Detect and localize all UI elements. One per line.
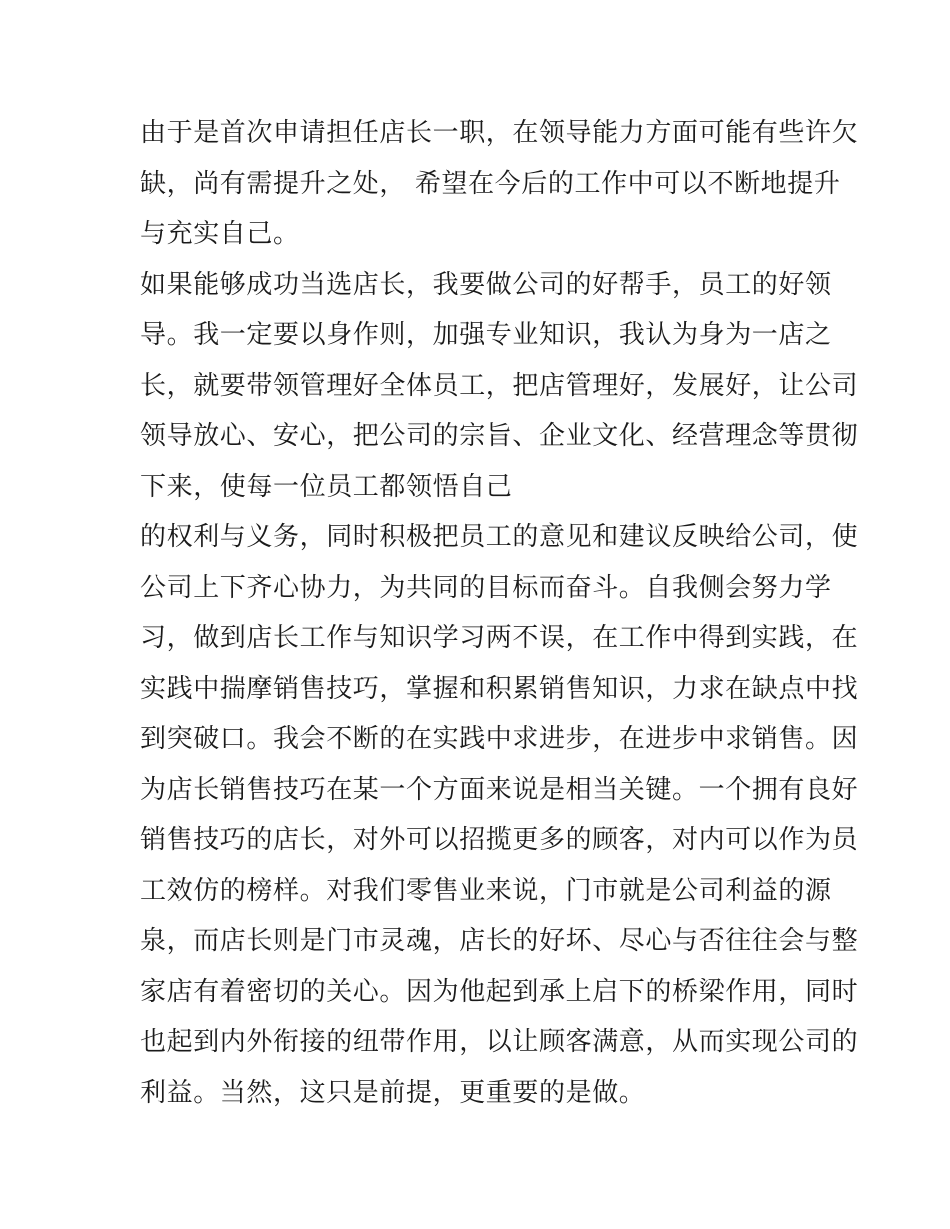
text-line: 销售技巧的店长，对外可以招揽更多的顾客，对内可以作为员 (140, 825, 859, 855)
text-line: 也起到内外衔接的纽带作用，以让顾客满意，从而实现公司的 (140, 1027, 859, 1057)
text-line: 工效仿的榜样。对我们零售业来说，门市就是公司利益的源 (140, 875, 832, 906)
text-line: 长，就要带领管理好全体员工，把店管理好，发展好，让公司 (140, 370, 859, 401)
text-line: 到突破口。我会不断的在实践中求进步，在进步中求销售。因 (140, 724, 859, 754)
text-line: 实践中揣摩销售技巧，掌握和积累销售知识，力求在缺点中找 (140, 673, 859, 704)
text-line: 领导放心、安心，把公司的宗旨、企业文化、经营理念等贯彻 (140, 421, 859, 451)
text-line: 下来，使每一位员工都领悟自己 (140, 471, 513, 502)
text-line: 为店长销售技巧在某一个方面来说是相当关键。一个拥有良好 (140, 774, 859, 805)
text-line: 由于是首次申请担任店长一职，在领导能力方面可能有些许欠 (140, 118, 859, 148)
text-line: 公司上下齐心协力，为共同的目标而奋斗。自我侧会努力学 (140, 572, 832, 603)
body-text (140, 108, 859, 1118)
text-line: 家店有着密切的关心。因为他起到承上启下的桥梁作用，同时 (140, 976, 859, 1007)
text-line: 缺，尚有需提升之处， 希望在今后的工作中可以不断地提升 (140, 168, 841, 199)
text-line: 导。我一定要以身作则，加强专业知识，我认为身为一店之 (140, 320, 832, 350)
text-line: 的权利与义务，同时积极把员工的意见和建议反映给公司，使 (140, 522, 859, 552)
text-line: 泉，而店长则是门市灵魂，店长的好坏、尽心与否往往会与整 (140, 926, 859, 956)
text-line: 习，做到店长工作与知识学习两不误，在工作中得到实践，在 (140, 623, 859, 653)
text-line: 与充实自己。 (140, 219, 300, 249)
text-line: 利益。当然，这只是前提，更重要的是做。 (140, 1077, 646, 1108)
text-line: 如果能够成功当选店长，我要做公司的好帮手，员工的好领 (140, 269, 832, 300)
